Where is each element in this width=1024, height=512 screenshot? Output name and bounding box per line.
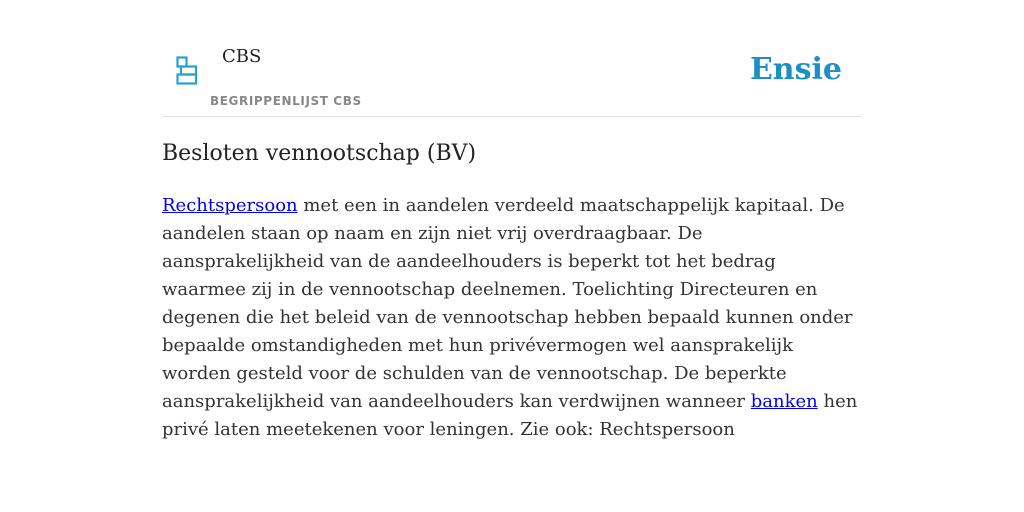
cbs-logo-icon [176,56,198,86]
definition-card [162,0,862,440]
ensie-logo-link[interactable]: Ensie [749,52,842,87]
glossary-subtitle: BEGRIPPENLIJST CBS [210,94,362,108]
definition-text-part-2: hen privé laten meetekenen voor leningen. Zie ook: Rechtspersoon [162,391,858,440]
term-definition [162,192,862,444]
header [162,0,862,117]
definition-text-part-1: met een in aandelen verdeeld maatschappelijk kapitaal. De aandelen staan op naam en zijn niet vrij overdraagbaar. De aansprakelijkheid van de aandeelhouders is beperkt tot het bedrag waarmee zij in de vennootschap deelnemen. Toelichting Directeuren en degenen die het beleid van de vennootschap hebben bepaald kunnen onder bepaalde omstandigheden met hun privévermogen wel aansprakelijk worden gesteld voor de schulden van de vennootschap. De beperkte aansprakelijkheid van aandeelhouders kan verdwijnen wanneer [162,195,853,412]
link-rechtspersoon[interactable]: Rechtspersoon [162,195,298,216]
link-banken[interactable]: banken [750,391,818,412]
org-name: CBS [222,46,262,67]
term-title: Besloten vennootschap (BV) [162,141,477,166]
